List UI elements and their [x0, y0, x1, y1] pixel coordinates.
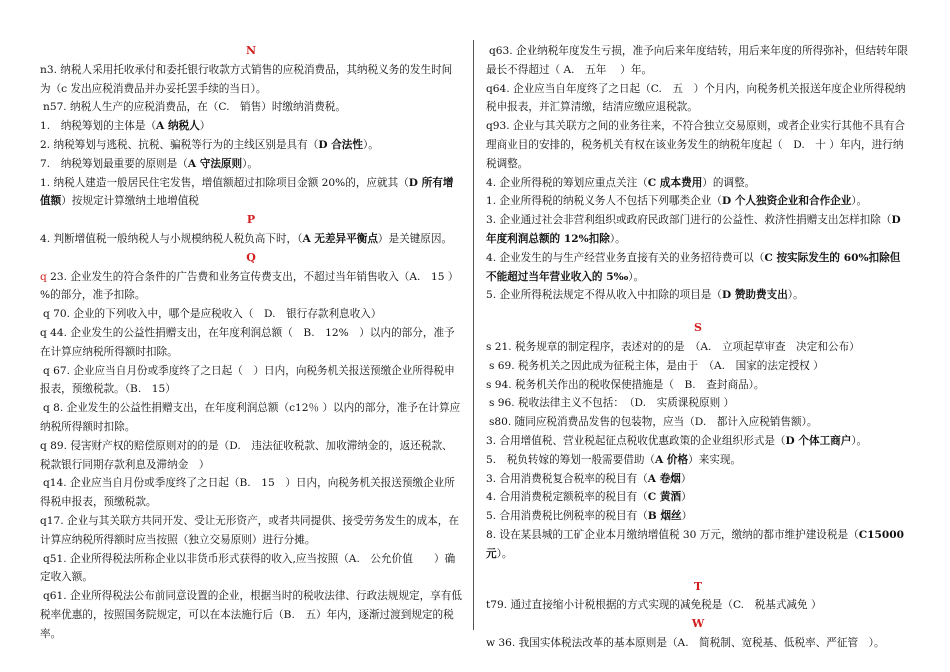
- answer: A 纳税人: [156, 120, 200, 133]
- question-q44: q 44. 企业发生的公益性捐赠支出，在年度利润总额（ B. 12% ）以内的部分，准予在计算应纳税所得额时扣除。: [40, 326, 455, 358]
- section-heading-q: Q: [246, 250, 256, 264]
- question-n57: n57. 纳税人生产的应税消费品，在（C. 销售）时缴纳消费税。: [43, 101, 346, 114]
- question-n3: n3. 纳税人采用托收承付和委托银行收款方式销售的应税消费品，其纳税义务的发生时间为（c 发出应税消费品并办妥托罢手续的当日）。: [40, 63, 453, 95]
- question-q23: q 23. 企业发生的符合条件的广告费和业务宣传费支出，不超过当年销售收入（A. 15 ）%的部分，准予扣除。: [40, 270, 459, 302]
- left-column: [40, 42, 462, 644]
- question-q93: q93. 企业与其关联方之间的业务往来，不符合独立交易原则，或者企业实行其他不具有合理商业目的安排的，税务机关有权在该业务发生的纳税年度起（ D. 十 ）年内，进行纳税调整。: [486, 120, 905, 170]
- answer: D 个人独资企业和合作企业: [721, 195, 852, 208]
- question-r1: 1. 企业所得税的纳税义务人不包括下列哪类企业（D 个人独资企业和合作企业）。: [486, 195, 868, 208]
- question-r4b: 4. 企业发生的与生产经营业务直接有关的业务招待费可以（C 按实际发生的 60%扣除但不能超过当年营业收入的 5‰）。: [486, 251, 901, 283]
- question-q63: q63. 企业纳税年度发生亏损，准予向后来年度结转，用后来年度的所得弥补，但结转年限最长不得超过（ A. 五年 ）年。: [486, 45, 908, 76]
- question-t3: 3. 合用增值税、营业税起征点税收优惠政策的企业组织形式是（D 个体工商户）。: [486, 434, 868, 447]
- answer: D 赞助费支出: [721, 289, 788, 302]
- question-q14: q14. 企业应当自月份或季度终了之日起（B. 15 ）日内，向税务机关报送预缴企业所得税申报表，预缴税款。: [40, 477, 455, 509]
- section-heading-p: P: [246, 213, 256, 227]
- section-heading-n: N: [245, 44, 257, 57]
- answer: C15000 元: [486, 528, 904, 560]
- question-t8: 8. 设在某县城的工矿企业本月缴纳增值税 30 万元，缴纳的都市维护建设税是（C15000 元）。: [486, 528, 904, 560]
- answer: A 无差异平衡点: [302, 232, 378, 245]
- section-heading-w: W: [691, 617, 705, 631]
- question-q64: q64. 企业应当自年度终了之日起（C. 五 ）个月内，向税务机关报送年度企业所得税纳税申报表，并汇算清缴，结清应缴应退税款。: [486, 82, 906, 114]
- question-q17: q17. 企业与其关联方共同开发、受让无形资产，或者共同提供、接受劳务发生的成本，在计算应纳税所得额时应当按照（独立交易原则）进行分摊。: [40, 514, 459, 546]
- question-r4: 4. 企业所得税的筹划应重点关注（C 成本费用）的调整。: [486, 176, 756, 189]
- question-p4: 4. 判断增值税一般纳税人与小规模纳税人税负高下时，（A 无差异平衡点）是关键原因。: [40, 232, 453, 245]
- question-s21: s 21. 税务规章的制定程序，表述对的的是 （A. 立项起草审查 决定和公布）: [486, 340, 860, 353]
- column-divider: [473, 40, 474, 630]
- answer: D 所有增值额: [40, 176, 454, 208]
- question-s69: s 69. 税务机关之因此成为征税主体，是由于 （A. 国家的法定授权 ）: [489, 359, 824, 372]
- section-heading-t: T: [693, 579, 703, 593]
- answer: D 个体工商户: [785, 434, 852, 447]
- question-r5: 5. 企业所得税法规定不得从收入中扣除的项目是（D 赞助费支出）。: [486, 289, 804, 302]
- question-t4: 4. 合用消费税定额税率的税目有（C 黄酒）: [486, 491, 692, 504]
- question-s80: s80. 随同应税消费品发售的包装物，应当（D. 都计入应税销售额）。: [489, 416, 818, 429]
- right-column: [486, 42, 910, 653]
- question-q61: q61. 企业所得税法公布前同意设置的企业，根据当时的税收法律、行政法规规定，享有低税率优惠的，按照国务院规定，可以在本法施行后（B. 五）年内，逐渐过渡到规定的税率。: [40, 590, 462, 640]
- question-2: 2. 纳税筹划与逃税、抗税、骗税等行为的主线区别是具有（D 合法性）。: [40, 138, 379, 151]
- question-s94: s 94. 税务机关作出的税收保使措施是（ B. 查封商品）。: [486, 378, 765, 391]
- answer: C 黄酒: [647, 491, 682, 504]
- question-q8: q 8. 企业发生的公益性捐赠支出，在年度利润总额（c12％ ）以内的部分，准予在计算应纳税所得额时扣除。: [40, 402, 461, 433]
- question-q51: q51. 企业所得税法所称企业以非货币形式获得的收入,应当按照（A. 公允价值 ）确定收入额。: [40, 552, 456, 584]
- question-q67: q 67. 企业应当自月份或季度终了之日起（ ）日内，向税务机关报送预缴企业所得税申报表，预缴税款。（B. 15）: [40, 364, 455, 396]
- question-s96: s 96. 税收法律主义不包括： （D. 实质课税原则 ）: [489, 397, 735, 410]
- answer: D 年度利润总额的 12%扣除: [486, 214, 901, 245]
- question-q89: q 89. 侵害财产权的赔偿原则对的的是（D. 违法征收税款、加收滞纳金的，返还税款、税款银行同期存款利息及滞纳金 ）: [40, 439, 453, 471]
- answer: B 烟丝: [647, 510, 682, 523]
- question-t79: t79. 通过直接缩小计税根据的方式实现的减免税是（C. 税基式减免 ）: [486, 599, 822, 612]
- section-heading-s: S: [694, 321, 702, 335]
- question-t5: 5. 税负转嫁的筹划一般需要借助（A 价格）来实现。: [486, 453, 742, 466]
- answer: A 守法原则: [187, 157, 243, 170]
- question-j1: 1. 纳税人建造一般居民住宅发售，增值额超过扣除项目金额 20%的，应就其（D 所有增值额）按规定计算缴纳土地增值税: [40, 176, 454, 208]
- question-1: 1. 纳税筹划的主体是（A 纳税人）: [40, 120, 211, 133]
- answer: C 成本费用: [647, 176, 703, 189]
- answer: D 合法性: [318, 138, 363, 151]
- answer: C 按实际发生的 60%扣除但不能超过当年营业收入的 5‰: [486, 251, 901, 283]
- question-r3: 3. 企业通过社会非营利组织或政府民政部门进行的公益性、救济性捐赠支出怎样扣除（D 年度利润总额的 12%扣除）。: [486, 214, 901, 245]
- question-t3b: 3. 合用消费税复合税率的税目有（A 卷烟）: [486, 472, 692, 485]
- question-q70: q 70. 企业的下列收入中，哪个是应税收入（ D. 银行存款利息收入）: [43, 308, 382, 321]
- question-w36: w 36. 我国实体税法改革的基本原则是（A. 简税制、宽税基、低税率、严征管 ）。: [486, 636, 885, 649]
- answer: A 卷烟: [647, 472, 681, 485]
- answer: A 价格: [655, 453, 689, 466]
- question-7: 7. 纳税筹划最重要的原则是（A 守法原则）。: [40, 157, 259, 170]
- question-t5b: 5. 合用消费税比例税率的税目有（B 烟丝）: [486, 510, 693, 523]
